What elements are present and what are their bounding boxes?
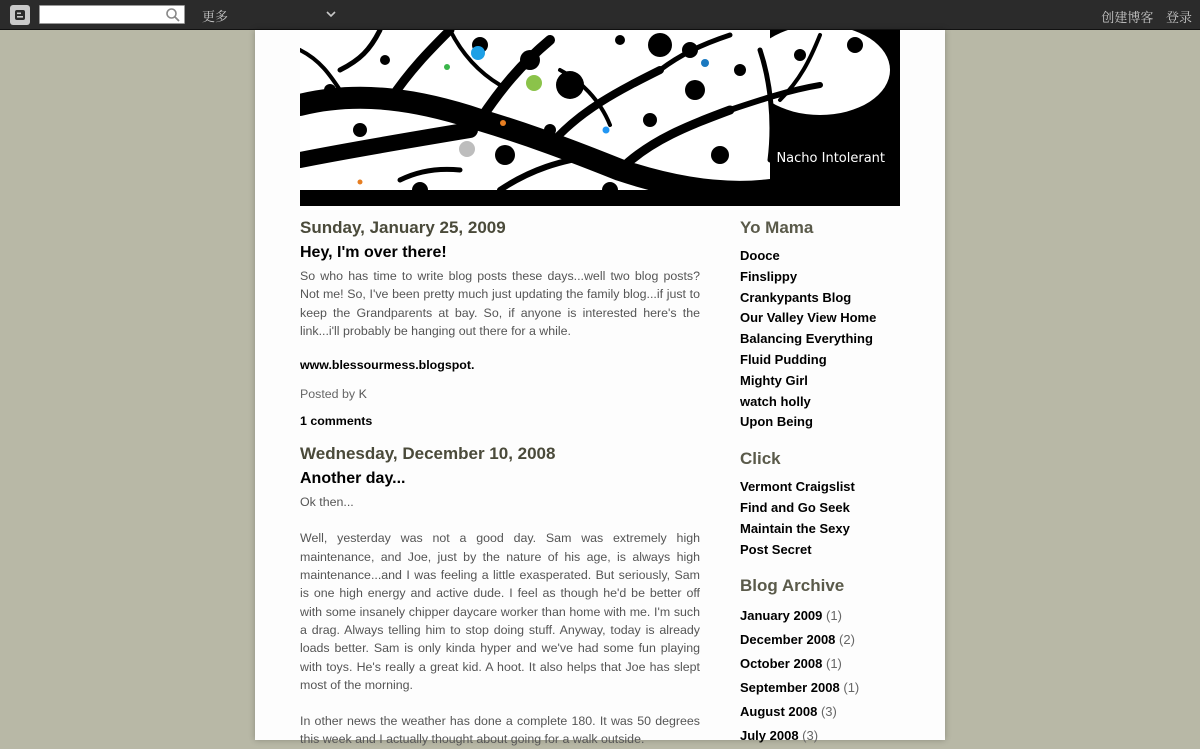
post-author[interactable]: K bbox=[358, 387, 367, 402]
post-paragraph: In other news the weather has done a complete 180. It was 50 degrees this week and I actually thought about going for a walk outside. bbox=[300, 714, 700, 747]
post-date: Wednesday, December 10, 2008 bbox=[300, 444, 556, 464]
archive-count: (3) bbox=[820, 704, 837, 720]
blog-archive-list bbox=[740, 604, 910, 748]
archive-item bbox=[740, 604, 910, 628]
archive-count: (1) bbox=[826, 608, 842, 624]
sidebar-link[interactable]: Fluid Pudding bbox=[740, 351, 827, 367]
sidebar-link[interactable]: Mighty Girl bbox=[740, 372, 808, 388]
post-paragraph: Ok then... bbox=[300, 495, 354, 510]
archive-month-link[interactable]: July 2008 bbox=[740, 728, 799, 744]
post-separator bbox=[300, 428, 700, 442]
main-column bbox=[300, 216, 700, 749]
create-blog-link[interactable]: 创建博客 bbox=[1101, 10, 1154, 25]
archive-item bbox=[740, 700, 910, 724]
post bbox=[300, 444, 700, 749]
click-link-list bbox=[740, 477, 910, 560]
sidebar-heading-yo-mama: Yo Mama bbox=[740, 218, 814, 237]
post bbox=[300, 218, 700, 428]
archive-item bbox=[740, 724, 910, 748]
posted-by-label: Posted by bbox=[300, 387, 356, 402]
post-body bbox=[300, 267, 700, 340]
sign-in-link[interactable]: 登录 bbox=[1165, 10, 1192, 25]
archive-month-link[interactable]: August 2008 bbox=[740, 704, 818, 720]
sidebar-link[interactable]: Finslippy bbox=[740, 268, 798, 284]
sidebar-link[interactable]: Dooce bbox=[740, 248, 780, 263]
archive-item bbox=[740, 676, 910, 700]
sidebar-link[interactable]: watch holly bbox=[740, 393, 811, 409]
archive-item bbox=[740, 628, 910, 652]
post-date: Sunday, January 25, 2009 bbox=[300, 218, 506, 237]
sidebar-link[interactable]: Vermont Craigslist bbox=[740, 479, 855, 495]
archive-count: (1) bbox=[843, 680, 860, 696]
sidebar-heading-click: Click bbox=[740, 449, 781, 469]
post-paragraph: Well, yesterday was not a good day. Sam was extremely high maintenance, and Joe, just by the nature of his age, is always high maintenance...and I was feeling a little exasperated. But seriously, Sam is one high energy and active dude. I feel as though he'd be better off with some insanely chipper daycare worker than home with me. I'm such a drag. Always telling him to stop doing stuff. Anyway, today is already loads better. Sam is only kinda hyper and we've had some fun playing with toys. He's really a great kid. A hoot. It also helps that Joe has slept most of the morning. bbox=[300, 531, 700, 692]
blog-title[interactable]: Nacho Intolerant bbox=[776, 151, 885, 166]
sidebar-link[interactable]: Find and Go Seek bbox=[740, 499, 850, 515]
search-input[interactable] bbox=[39, 5, 185, 24]
sidebar-link[interactable]: Post Secret bbox=[740, 541, 812, 557]
archive-item bbox=[740, 652, 910, 676]
post-body-link[interactable]: www.blessourmess.blogspot. bbox=[300, 358, 475, 373]
post-title[interactable]: Another day... bbox=[300, 470, 406, 488]
post-footer bbox=[300, 387, 700, 401]
post-body bbox=[300, 493, 700, 749]
more-menu-label[interactable]: 更多 bbox=[202, 9, 229, 24]
blogger-navbar bbox=[0, 0, 1200, 30]
blogger-logo-icon[interactable] bbox=[10, 5, 30, 25]
blog-header[interactable] bbox=[300, 30, 900, 206]
comments-link[interactable]: 1 comments bbox=[300, 414, 373, 429]
archive-month-link[interactable]: October 2008 bbox=[740, 656, 823, 672]
header-tree-image bbox=[300, 30, 900, 206]
yo-mama-link-list bbox=[740, 246, 910, 433]
archive-month-link[interactable]: December 2008 bbox=[740, 632, 836, 648]
archive-month-link[interactable]: January 2009 bbox=[740, 608, 823, 624]
chevron-down-icon[interactable] bbox=[325, 8, 337, 20]
archive-month-link[interactable]: September 2008 bbox=[740, 680, 840, 696]
archive-count: (3) bbox=[802, 728, 819, 744]
search-icon[interactable] bbox=[165, 7, 181, 23]
sidebar-link[interactable]: Crankypants Blog bbox=[740, 289, 852, 305]
post-paragraph: So who has time to write blog posts these days...well two blog posts? Not me! So, I've been pretty much just updating the family blog...if just to keep the Grandparents at bay. So, if anyone is interested here's the link...i'll probably be hanging out there for a while. bbox=[300, 269, 700, 338]
archive-count: (1) bbox=[826, 656, 842, 672]
post-title[interactable]: Hey, I'm over there! bbox=[300, 244, 447, 261]
sidebar-link[interactable]: Balancing Everything bbox=[740, 331, 873, 347]
sidebar-link[interactable]: Our Valley View Home bbox=[740, 310, 877, 326]
sidebar-heading-archive: Blog Archive bbox=[740, 576, 845, 596]
sidebar-link[interactable]: Upon Being bbox=[740, 414, 813, 430]
archive-count: (2) bbox=[839, 632, 855, 648]
sidebar bbox=[740, 216, 910, 748]
navbar-actions bbox=[1092, 7, 1192, 26]
blog-outer-wrapper bbox=[255, 30, 945, 747]
sidebar-link[interactable]: Maintain the Sexy bbox=[740, 520, 850, 536]
